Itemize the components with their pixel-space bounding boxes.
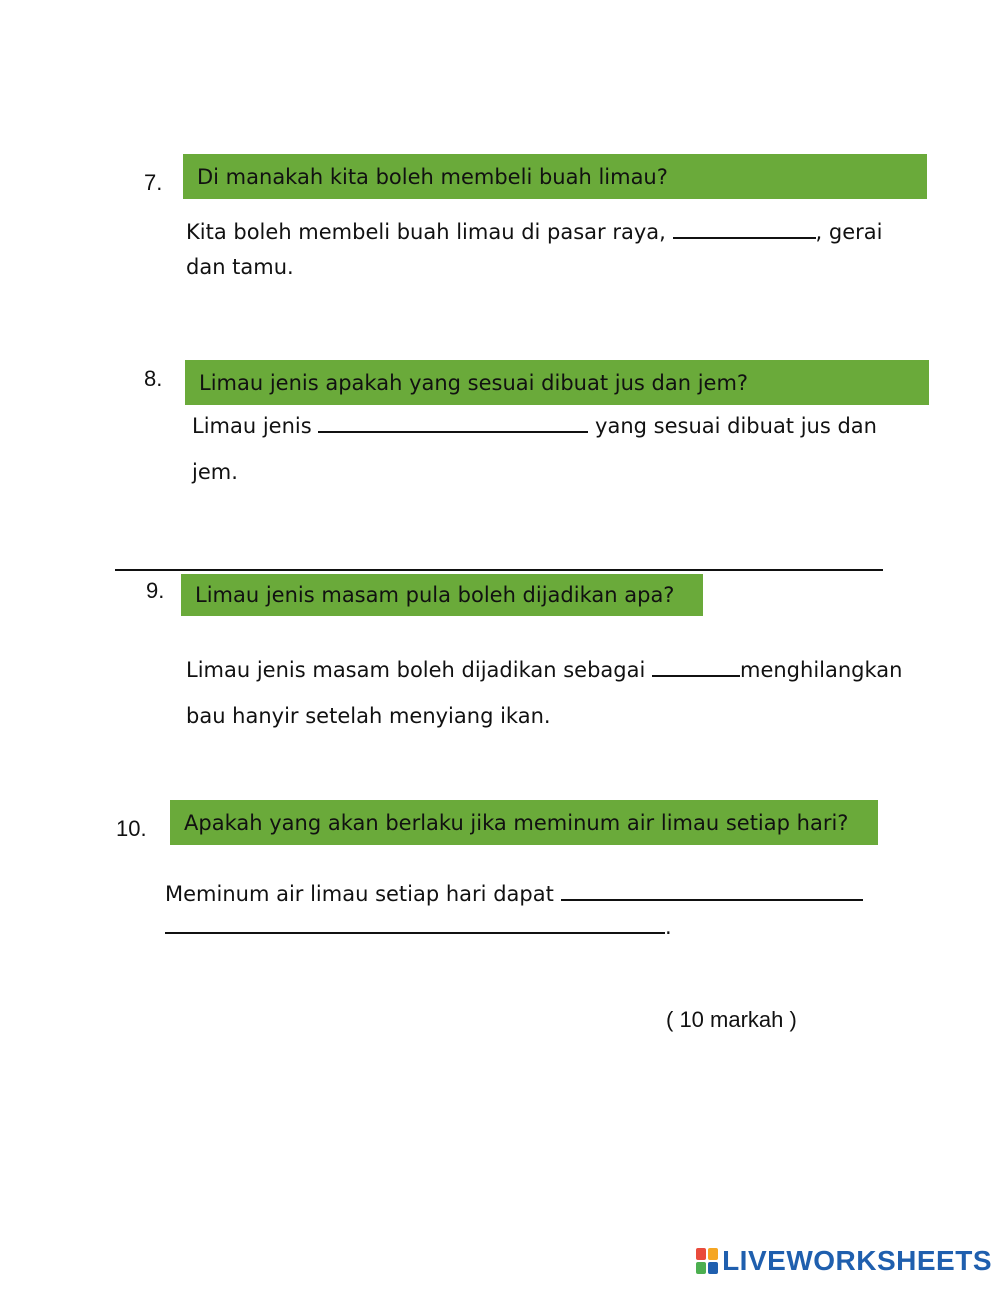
logo-square: [696, 1248, 706, 1260]
question-bar: [181, 574, 703, 616]
answer-text: menghilangkan: [740, 658, 903, 682]
question-text: Limau jenis apakah yang sesuai dibuat jus dan jem?: [199, 370, 749, 395]
logo-mark-icon: [696, 1248, 718, 1274]
divider-line: [115, 569, 883, 571]
question-text: Limau jenis masam pula boleh dijadikan apa?: [195, 583, 675, 607]
question-number: 10.: [116, 816, 147, 841]
question-text: Di manakah kita boleh membeli buah limau?: [197, 164, 668, 189]
answer-line: [165, 879, 863, 906]
question-bar: [183, 154, 927, 199]
question-number: 8.: [144, 366, 163, 391]
logo-square: [696, 1262, 706, 1274]
answer-blank[interactable]: [652, 655, 740, 677]
answer-line: [186, 217, 882, 244]
answer-text: , gerai: [815, 220, 883, 244]
answer-line: [186, 255, 294, 279]
answer-line: [165, 912, 672, 939]
answer-blank[interactable]: [318, 411, 588, 433]
liveworksheets-logo: [696, 1245, 992, 1277]
answer-text: .: [665, 915, 672, 939]
answer-text: Kita boleh membeli buah limau di pasar raya,: [186, 220, 673, 244]
answer-blank[interactable]: [561, 879, 863, 901]
answer-line: [186, 704, 551, 728]
question-bar: [185, 360, 929, 405]
question-number: 7.: [144, 170, 163, 195]
question-number: 9.: [146, 578, 165, 603]
logo-text: LIVEWORKSHEETS: [722, 1245, 992, 1276]
answer-text: jem.: [192, 460, 238, 484]
logo-square: [708, 1262, 718, 1274]
answer-line: [192, 460, 238, 484]
answer-text: yang sesuai dibuat jus dan: [588, 414, 877, 438]
question-text: Apakah yang akan berlaku jika meminum air limau setiap hari?: [184, 810, 849, 835]
answer-text: bau hanyir setelah menyiang ikan.: [186, 704, 551, 728]
answer-line: [192, 411, 877, 438]
question-bar: [170, 800, 878, 845]
answer-text: dan tamu.: [186, 255, 294, 279]
answer-blank[interactable]: [165, 912, 665, 934]
answer-text: Meminum air limau setiap hari dapat: [165, 882, 561, 906]
total-marks: ( 10 markah ): [666, 1007, 797, 1032]
logo-square: [708, 1248, 718, 1260]
answer-line: [186, 655, 902, 682]
answer-text: Limau jenis: [192, 414, 319, 438]
answer-blank[interactable]: [673, 217, 816, 239]
answer-text: Limau jenis masam boleh dijadikan sebagai: [186, 658, 652, 682]
